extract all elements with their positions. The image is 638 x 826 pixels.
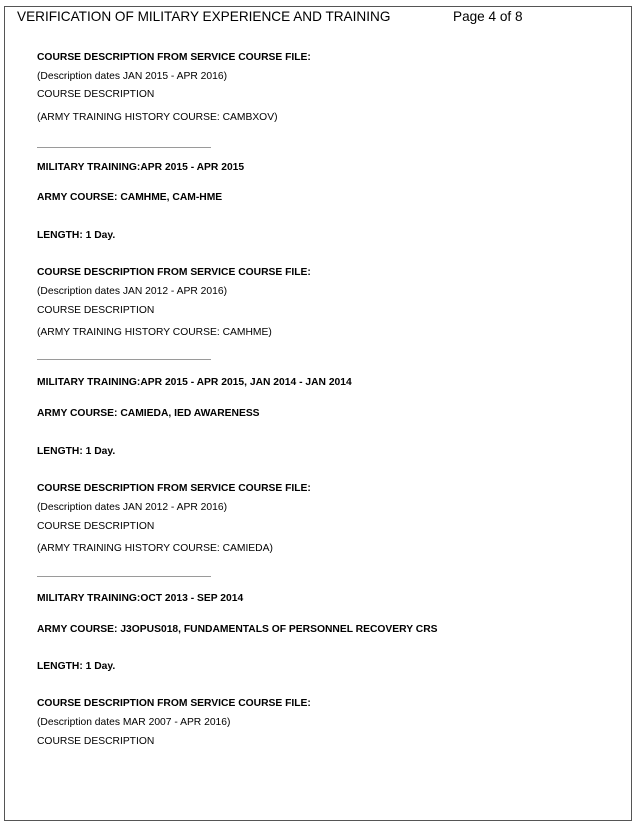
army-course: ARMY COURSE: J3OPUS018, FUNDAMENTALS OF PERSONNEL RECOVERY CRS [37,624,438,635]
course-description: COURSE DESCRIPTION [37,736,155,747]
section-divider [37,576,211,577]
description-dates: (Description dates JAN 2015 - APR 2016) [37,71,228,82]
document-title: VERIFICATION OF MILITARY EXPERIENCE AND TRAINING [17,9,391,24]
course-file-heading: COURSE DESCRIPTION FROM SERVICE COURSE FILE: [37,698,311,709]
course-description: COURSE DESCRIPTION [37,89,155,100]
military-training-dates: MILITARY TRAINING:OCT 2013 - SEP 2014 [37,593,244,604]
course-file-heading: COURSE DESCRIPTION FROM SERVICE COURSE FILE: [37,52,311,63]
course-length: LENGTH: 1 Day. [37,230,116,241]
section-divider [37,147,211,148]
description-dates: (Description dates JAN 2012 - APR 2016) [37,502,228,513]
description-dates: (Description dates MAR 2007 - APR 2016) [37,717,231,728]
army-course: ARMY COURSE: CAMIEDA, IED AWARENESS [37,408,260,419]
course-file-heading: COURSE DESCRIPTION FROM SERVICE COURSE FILE: [37,267,311,278]
description-dates: (Description dates JAN 2012 - APR 2016) [37,286,228,297]
course-file-heading: COURSE DESCRIPTION FROM SERVICE COURSE FILE: [37,483,311,494]
section-divider [37,359,211,360]
course-description: COURSE DESCRIPTION [37,521,155,532]
course-length: LENGTH: 1 Day. [37,446,116,457]
military-training-dates: MILITARY TRAINING:APR 2015 - APR 2015 [37,162,245,173]
training-history-course: (ARMY TRAINING HISTORY COURSE: CAMIEDA) [37,543,273,554]
course-length: LENGTH: 1 Day. [37,661,116,672]
course-description: COURSE DESCRIPTION [37,305,155,316]
army-course: ARMY COURSE: CAMHME, CAM-HME [37,192,223,203]
training-history-course: (ARMY TRAINING HISTORY COURSE: CAMHME) [37,327,272,338]
page-number: Page 4 of 8 [453,9,523,24]
military-training-dates: MILITARY TRAINING:APR 2015 - APR 2015, JAN 2014 - JAN 2014 [37,377,352,388]
training-history-course: (ARMY TRAINING HISTORY COURSE: CAMBXOV) [37,112,278,123]
page-header [17,9,622,25]
